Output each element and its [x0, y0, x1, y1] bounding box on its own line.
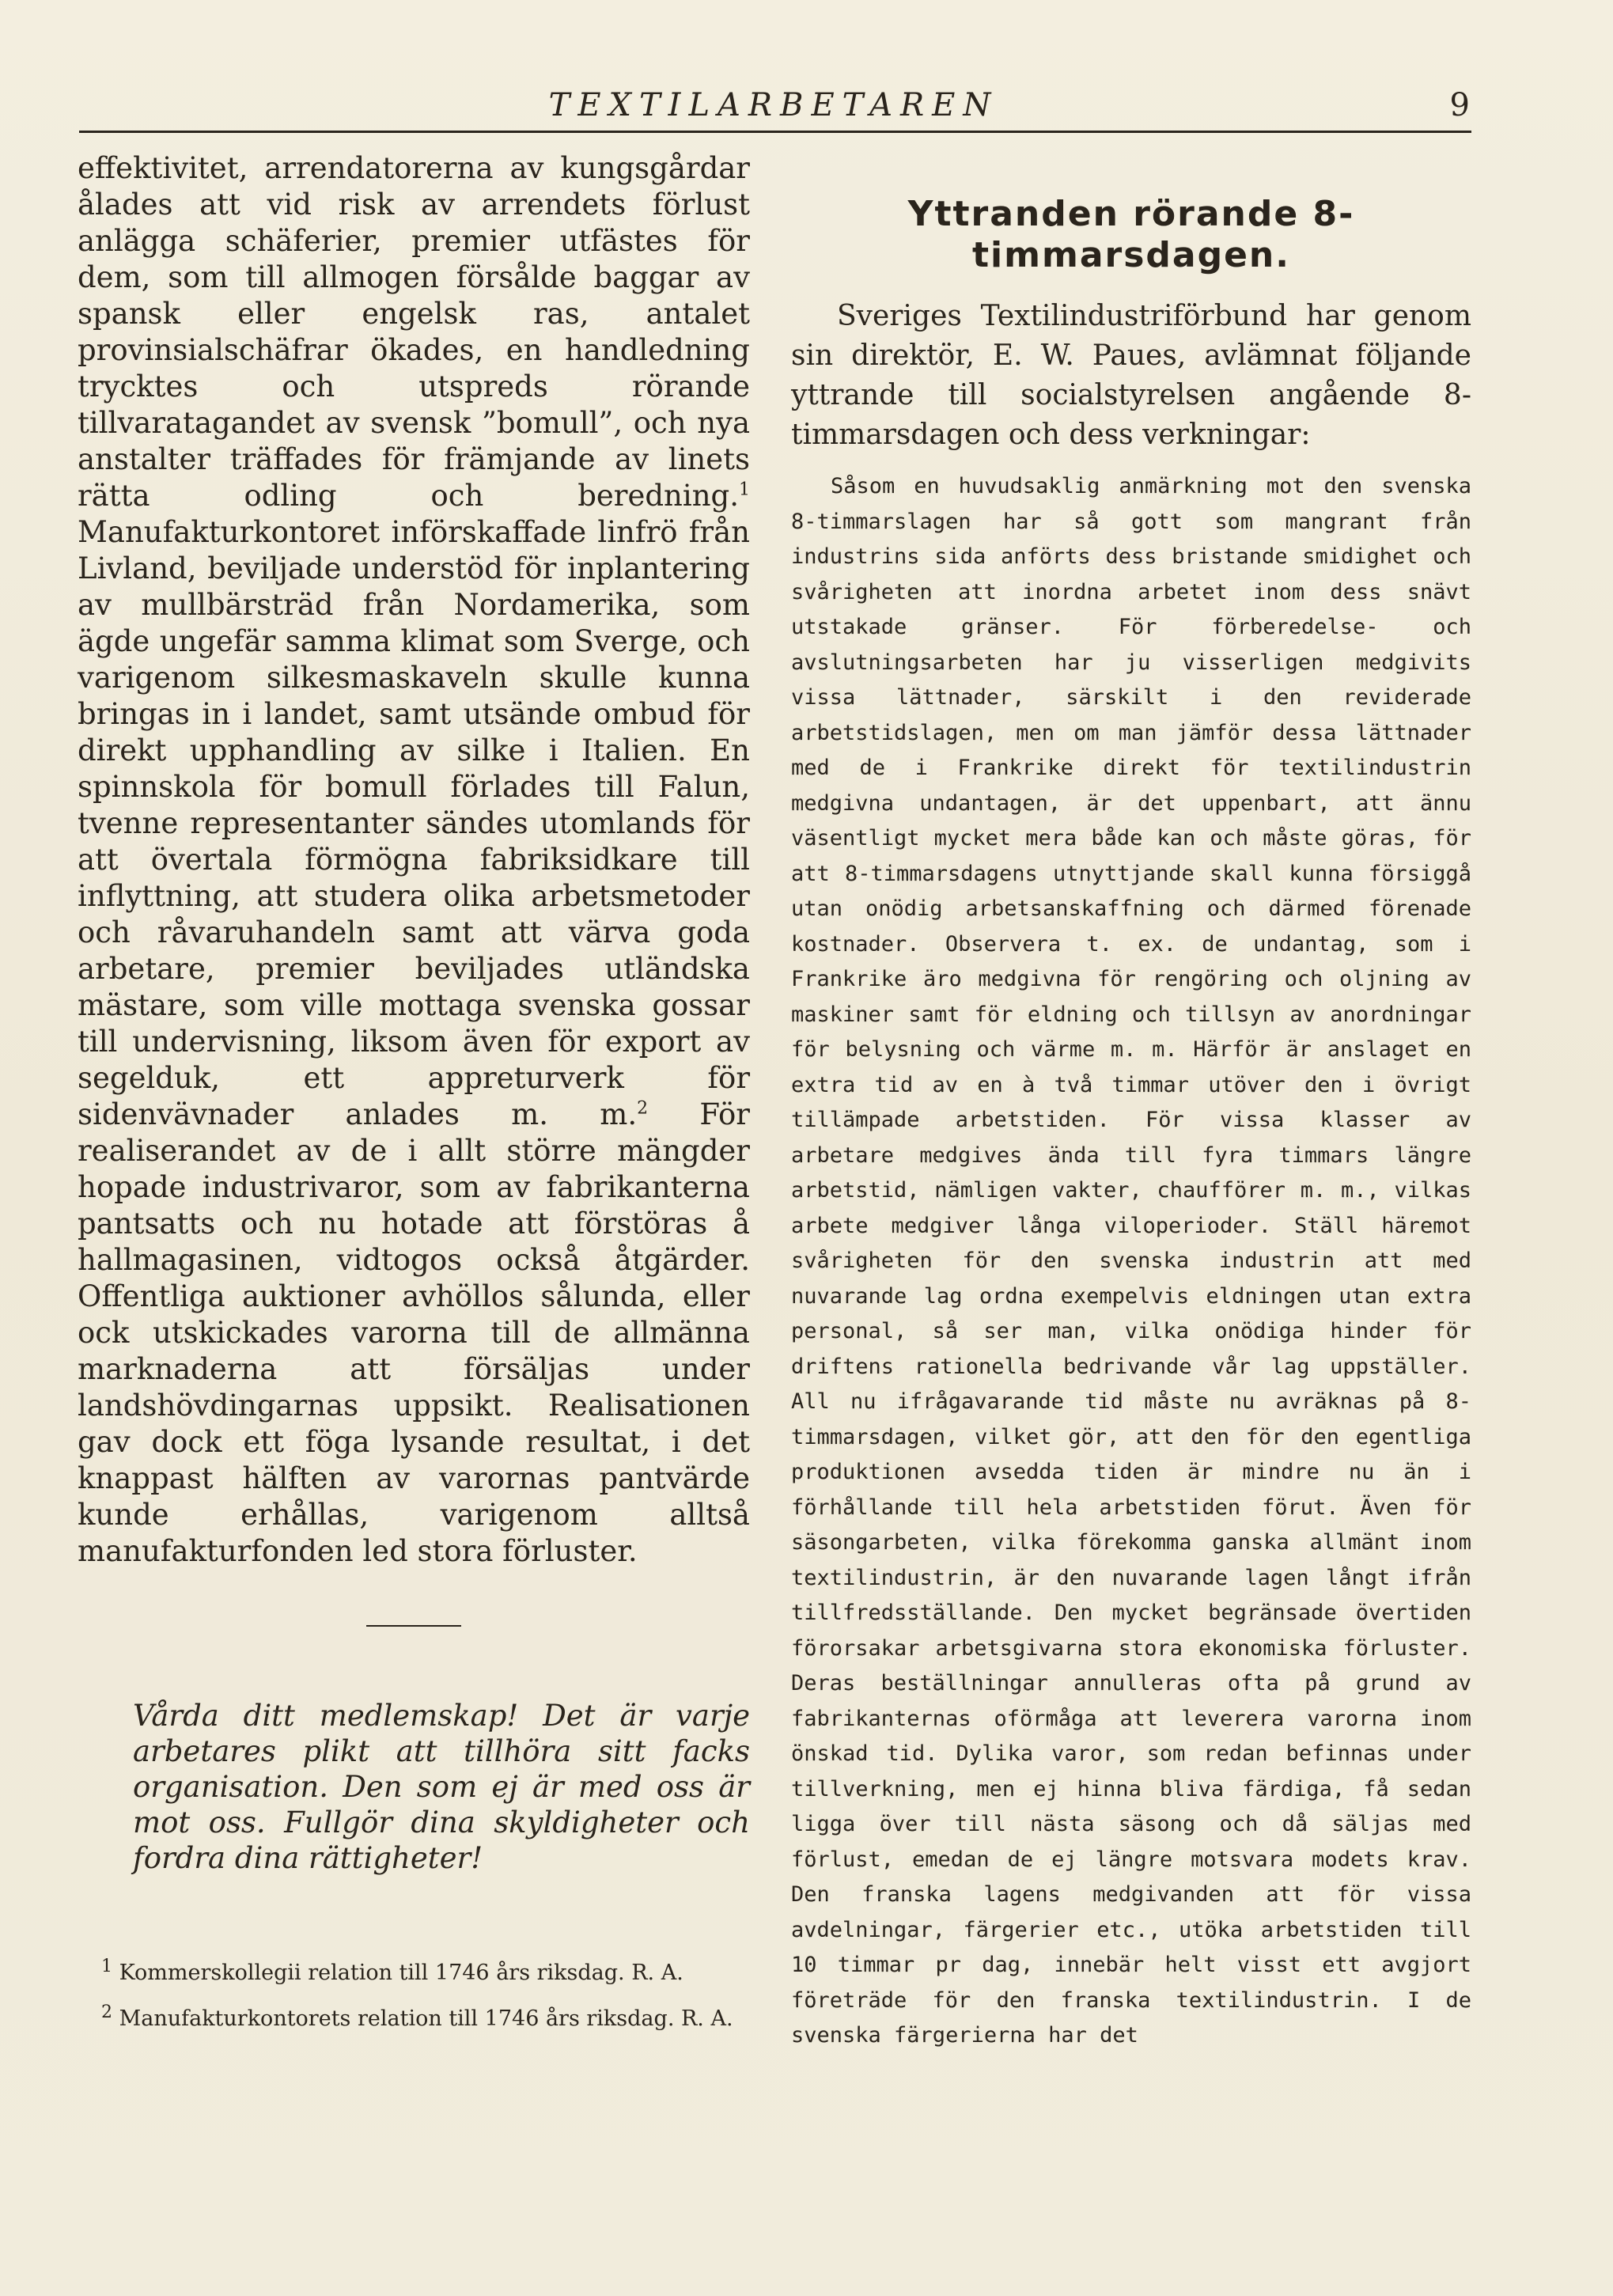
running-title: TEXTILARBETAREN — [548, 87, 999, 123]
section-divider — [366, 1625, 461, 1627]
union-appeal: Vårda ditt medlemskap! Det är varje arbetares plikt att tillhöra sitt facks organisation. Den som ej är med oss är mot oss. Fullgör dina skyldigheter och fordra dina rättigheter! — [133, 1699, 750, 1875]
article-title: Yttranden rörande 8-timmarsdagen. — [907, 194, 1355, 275]
footnote-1 — [78, 1955, 750, 1991]
footnote-1-text: Kommerskollegii relation till 1746 års riksdag. R. A. — [112, 1961, 683, 1985]
left-column — [78, 150, 750, 2047]
footnote-1-mark: 1 — [101, 1957, 112, 1976]
page-header — [78, 79, 1470, 135]
article-quote: Såsom en huvudsaklig anmärkning mot den svenska 8-timmarslagen har så gott som mangrant från industrins sida anförts dess bristande smidighet och svårigheten att inordna arbetet inom dess snävt utstakade gränser. För förberedelse- och avslutningsarbeten har ju visserligen medgivits vissa lättnader, särskilt i den reviderade arbetstidslagen, men om man jämför dessa lättnader med de i Frankrike direkt för textilindustrin medgivna undantagen, är det uppenbart, att ännu väsentligt mycket mera både kan och måste göras, för att 8-timmarsdagens utnyttjande skall kunna försiggå utan onödig arbetsanskaffning och därmed förenade kostnader. Observera t. ex. de undantag, som i Frankrike äro medgivna för rengöring och oljning av maskiner samt för eldning och tillsyn av anordningar för belysning och värme m. m. Härför är anslaget en extra tid av en à två timmar utöver den i övrigt tillämpade arbetstiden. För vissa klasser av arbetare medgives ända till fyra timmars längre arbetstid, nämligen vakter, chaufförer m. m., vilkas arbete medgiver långa viloperioder. Ställ häremot svårigheten för den svenska industrin att med nuvarande lag ordna exempelvis eldningen utan extra personal, så ser man, vilka onödiga hinder för driftens rationella bedrivande vår lag uppställer. All nu ifrågavarande tid måste nu avräknas på 8-timmarsdagen, vilket gör, att den för den egentliga produktionen avsedda tiden är mindre nu än i förhållande till hela arbetstiden förut. Även för säsongarbeten, vilka förekomma ganska allmänt inom textilindustrin, är den nuvarande lagen långt ifrån tillfredsställande. Den mycket begränsade övertiden förorsakar arbetsgivarna stora ekonomiska förluster. Deras beställningar annulleras ofta på grund av fabrikanternas oförmåga att leverera varorna inom önskad tid. Dylika varor, som redan befinnas under tillverkning, men ej hinna bliva färdiga, få sedan ligga över till nästa säsong och då säljas med förlust, emedan de ej längre motsvara modets krav. Den franska lagens medgivanden att för vissa avdelningar, färgerier etc., utöka arbetstiden till 10 timmar pr dag, innebär helt visst ett avgjort företräde för den franska textilindustrin. I de svenska färgerierna har det — [791, 474, 1471, 2048]
body-part-3: För realiserandet av de i allt större mängder hopade industrivaror, som av fabrikanterna pantsatts och nu hotade att förstöras å hallmagasinen, vidtogos också åtgärder. Offentliga auktioner avhöllos sålunda, eller ock utskickades varorna till de allmänna marknaderna att försäljas under landshövdingarnas uppsikt. Realisationen gav dock ett föga lysande resultat, i det knappast hälften av varornas pantvärde kunde erhållas, varigenom alltså manufakturfonden led stora förluster. — [78, 1097, 750, 1568]
footnotes — [78, 1955, 750, 2037]
body-part-1: effektivitet, arrendatorerna av kungsgårdar ålades att vid risk av arrendets förlust anlägga schäferier, premier utfästes för dem, som till allmogen försålde baggar av spansk eller engelsk ras, antalet provinsialschäfrar ökades, en handledning trycktes och utspreds rörande tillvaratagandet av svensk ”bomull”, och nya anstalter träffades för främjande av linets rätta odling och beredning. — [78, 151, 750, 513]
right-column — [791, 194, 1471, 2054]
left-body-text — [78, 150, 750, 1570]
header-rule — [79, 131, 1471, 133]
footnote-2 — [78, 2001, 750, 2037]
body-part-2: Manufakturkontoret införskaffade linfrö från Livland, beviljade understöd för inplantering av mullbärsträd från Nordamerika, som ägde ungefär samma klimat som Sverge, och varigenom silkesmaskaveln skulle kunna bringas in i landet, samt utsände ombud för direkt upphandling av silke i Italien. En spinnskola för bomull förlades till Falun, tvenne representanter sändes utomlands för att övertala förmögna fabriksidkare till inflyttning, att studera olika arbetsmetoder och råvaruhandeln samt att värva goda arbetare, premier beviljades utländska mästare, som ville mottaga svenska gossar till undervisning, liksom även för export av segelduk, ett appreturverk för sidenvävnader anlades m. m. — [78, 515, 750, 1131]
footnote-ref-2: 2 — [637, 1098, 649, 1119]
footnote-2-mark: 2 — [101, 2002, 112, 2022]
footnote-2-text: Manufakturkontorets relation till 1746 års riksdag. R. A. — [112, 2006, 733, 2031]
article-intro: Sveriges Textilindustriförbund har genom sin direktör, E. W. Paues, avlämnat följande yttrande till socialstyrelsen angående 8-timmarsdagen och dess verkningar: — [791, 300, 1471, 451]
page-number: 9 — [1449, 87, 1470, 123]
footnote-ref-1: 1 — [739, 479, 750, 500]
